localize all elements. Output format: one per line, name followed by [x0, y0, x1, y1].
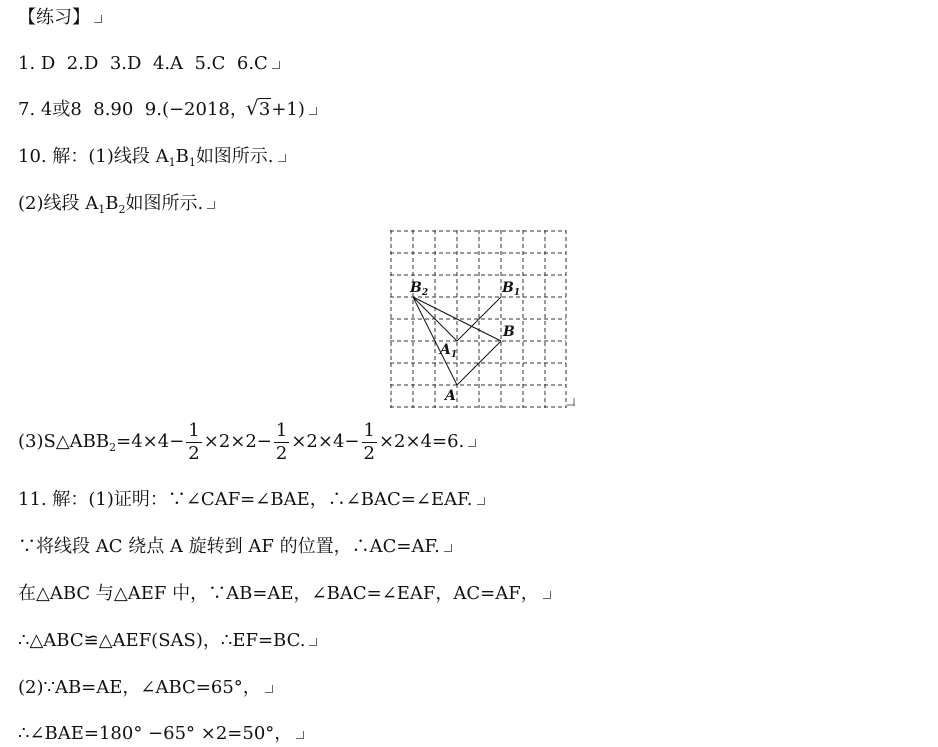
q11-line-5 [18, 676, 275, 700]
return-mark-icon [296, 731, 306, 741]
fraction-3-num: 1 [363, 419, 375, 441]
fraction-3 [362, 420, 377, 465]
q11-text-4: ∴△ABC≌△AEF(SAS)，∴EF=BC. [18, 630, 306, 651]
q10-part3-lead: (3)S△ABB [18, 431, 110, 452]
sqrt-expression [248, 98, 271, 122]
header-text: 【练习】 [18, 7, 90, 28]
q10-part2-text-a: (2)线段 A [18, 193, 99, 214]
q11-text-2: ∵将线段 AC 绕点 A 旋转到 AF 的位置，∴AC=AF. [18, 536, 440, 557]
return-mark-icon [468, 439, 478, 449]
q10-part3 [18, 418, 478, 468]
return-mark-icon [444, 544, 454, 554]
return-mark-icon [207, 201, 217, 211]
return-mark-icon [272, 61, 282, 71]
q11-line-1 [18, 488, 487, 512]
q11-line-2 [18, 535, 454, 559]
point-label-a1: $A_1$ [440, 342, 458, 360]
return-mark-icon [309, 107, 319, 117]
q10-part2-sub-1: 1 [98, 203, 106, 216]
fraction-2-den: 2 [275, 442, 288, 464]
fraction-1 [186, 420, 201, 465]
return-mark-icon [477, 497, 487, 507]
q11-line-4 [18, 629, 319, 653]
answers-line-2 [18, 98, 319, 122]
point-label-b: B [503, 324, 515, 340]
q10-part2-text-b: B [105, 193, 119, 214]
fraction-1-num: 1 [188, 419, 200, 441]
grid-figure [390, 230, 580, 412]
q10-part1 [18, 145, 288, 171]
q11-line-6 [18, 722, 306, 746]
sqrt-radicand: 3 [258, 99, 271, 120]
fraction-2-num: 1 [275, 419, 288, 441]
q11-line-3 [18, 582, 553, 606]
q11-text-6: ∴∠BAE=180° −65° ×2=50°， [18, 723, 293, 744]
q10-part1-text-a: 10. 解：(1)线段 A [18, 146, 169, 167]
fraction-3-den: 2 [363, 442, 375, 464]
answers-text-1: 1. D 2.D 3.D 4.A 5.C 6.C [18, 53, 268, 74]
point-label-b1: $B_1$ [502, 280, 521, 298]
q10-part1-text-b: B [175, 146, 189, 167]
fraction-1-den: 2 [188, 442, 200, 464]
q10-part3-lead-sub: 2 [109, 441, 117, 454]
return-mark-icon [543, 591, 553, 601]
return-mark-icon [265, 685, 275, 695]
q11-text-5: (2)∵AB=AE，∠ABC=65°， [18, 677, 261, 698]
return-mark-icon [278, 154, 288, 164]
grid-lines [390, 230, 566, 408]
section-header [18, 6, 104, 30]
q10-part1-text-c: 如图所示. [195, 146, 274, 167]
q10-part1-sub-1: 1 [168, 156, 176, 169]
q11-text-1: 11. 解：(1)证明：∵∠CAF=∠BAE，∴∠BAC=∠EAF. [18, 489, 473, 510]
return-mark-icon [309, 638, 319, 648]
point-label-a: A [445, 388, 456, 404]
q10-part2 [18, 192, 217, 218]
q10-part3-expr-3: ×2×4− [291, 431, 360, 452]
q10-part2-text-c: 如图所示. [125, 193, 204, 214]
answers-text-2b: +1) [271, 99, 305, 120]
q10-part3-expr-4: ×2×4=6. [378, 431, 465, 452]
q11-text-3: 在△ABC 与△AEF 中，∵AB=AE，∠BAC=∠EAF，AC=AF， [18, 583, 539, 604]
q10-part2-sub-2: 2 [118, 203, 126, 216]
return-mark-icon [94, 15, 104, 25]
point-label-b2: $B_2$ [410, 280, 429, 298]
return-mark-icon [567, 398, 575, 406]
q10-part1-sub-2: 1 [188, 156, 196, 169]
answers-line-1 [18, 52, 282, 76]
fraction-2 [274, 420, 289, 465]
q10-part3-expr-1: =4×4− [116, 431, 185, 452]
q10-part3-expr-2: ×2×2− [203, 431, 272, 452]
answers-text-2a: 7. 4或8 8.90 9.(−2018， [18, 99, 248, 120]
